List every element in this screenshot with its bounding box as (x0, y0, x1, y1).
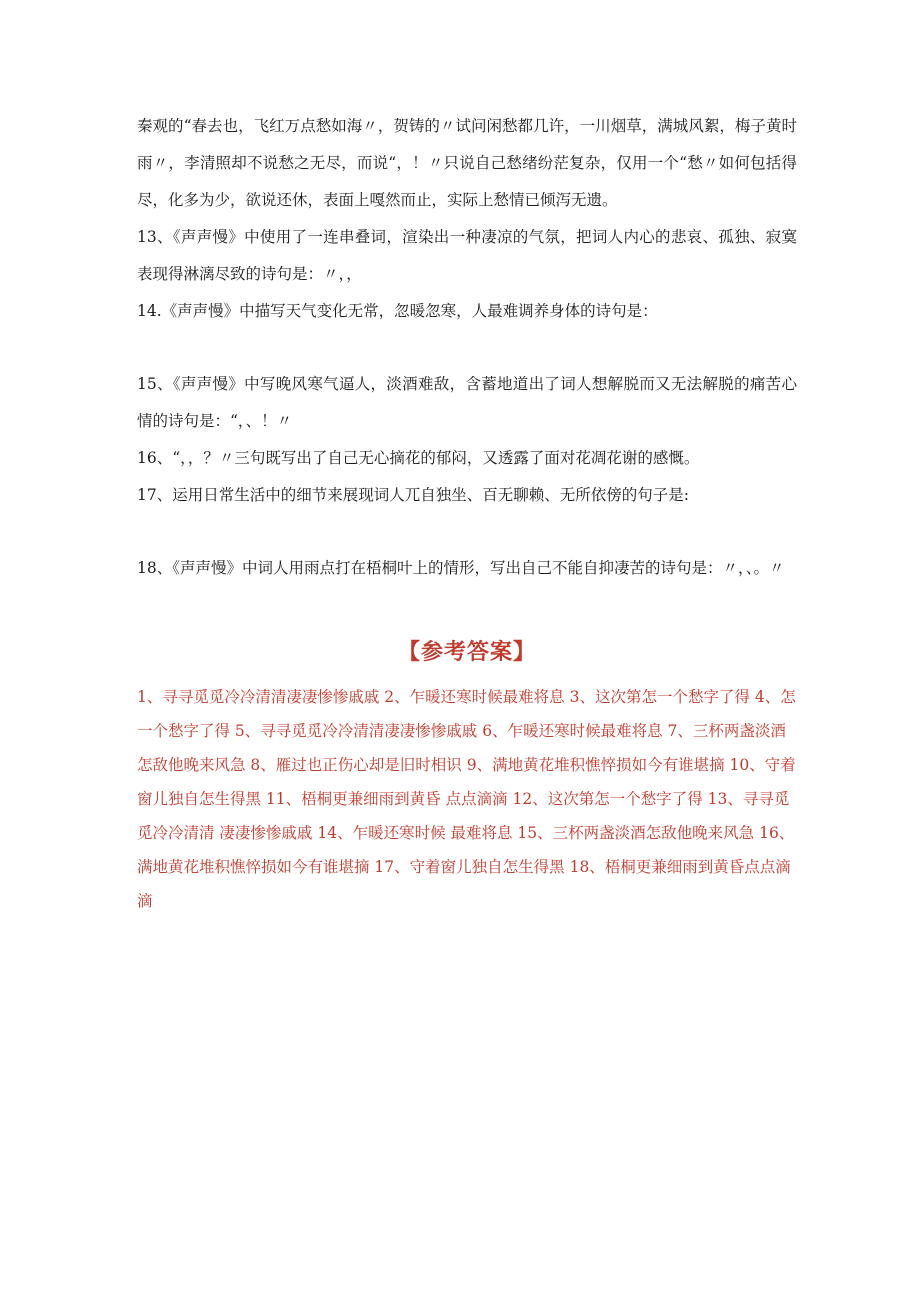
intro-paragraph: 秦观的“春去也，飞红万点愁如海〃，贺铸的〃试问闲愁都几许，一川烟草，满城风絮，梅子黄时雨〃，李清照却不说愁之无尽，而说“，！〃只说自己愁绪纷茫复杂，仅用一个“愁〃如何包括得尽，化多为少，欲说还休，表面上嘎然而止，实际上愁情已倾泻无遗。 (137, 117, 797, 209)
document-content (137, 108, 797, 918)
answer-blank-14 (137, 330, 797, 366)
question-16: 16、“，，？〃三句既写出了自己无心摘花的郁闷，又透露了面对花凋花谢的感慨。 (137, 449, 700, 467)
answer-key-text: 1、寻寻觅觅冷冷清清凄凄惨惨戚戚 2、乍暖还寒时候最难将息 3、这次第怎一个愁字了得 4、怎一个愁字了得 5、寻寻觅觅冷冷清清凄凄惨惨戚戚 6、乍暖还寒时候最难将息 7、三杯两盏淡酒怎敌他晚来风急 8、雁过也正伤心却是旧时相识 9、满地黄花堆积憔悴损如今有谁堪摘 10、守着窗儿独自怎生得黑 11、梧桐更兼细雨到黄昏 点点滴滴 12、这次第怎一个愁字了得 13、寻寻觅觅冷冷清清 凄凄惨惨戚戚 14、乍暖还寒时候 最难将息 15、三杯两盏淡酒怎敌他晚来风急 16、满地黄花堆积憔悴损如今有谁堪摘 17、守着窗儿独自怎生得黑 18、梧桐更兼细雨到黄昏点点滴滴 (137, 688, 796, 910)
question-13: 13、《声声慢》中使用了一连串叠词，渲染出一种凄凉的气氛，把词人内心的悲哀、孤独、寂寞表现得淋漓尽致的诗句是：〃，， (137, 228, 797, 283)
answer-blank-17 (137, 514, 797, 550)
answer-section-title: 【参考答案】 (397, 639, 536, 665)
question-18: 18、《声声慢》中词人用雨点打在梧桐叶上的情形，写出自己不能自抑凄苦的诗句是：〃，、。〃 (137, 559, 785, 577)
question-17: 17、运用日常生活中的细节来展现词人兀自独坐、百无聊赖、无所依傍的句子是: (137, 486, 689, 504)
question-14: 14.《声声慢》中描写天气变化无常，忽暖忽寒，人最难调养身体的诗句是： (137, 302, 658, 320)
question-15: 15、《声声慢》中写晚风寒气逼人，淡酒难敌，含蓄地道出了词人想解脱而又无法解脱的痛苦心情的诗句是：“，、！〃 (137, 375, 797, 430)
